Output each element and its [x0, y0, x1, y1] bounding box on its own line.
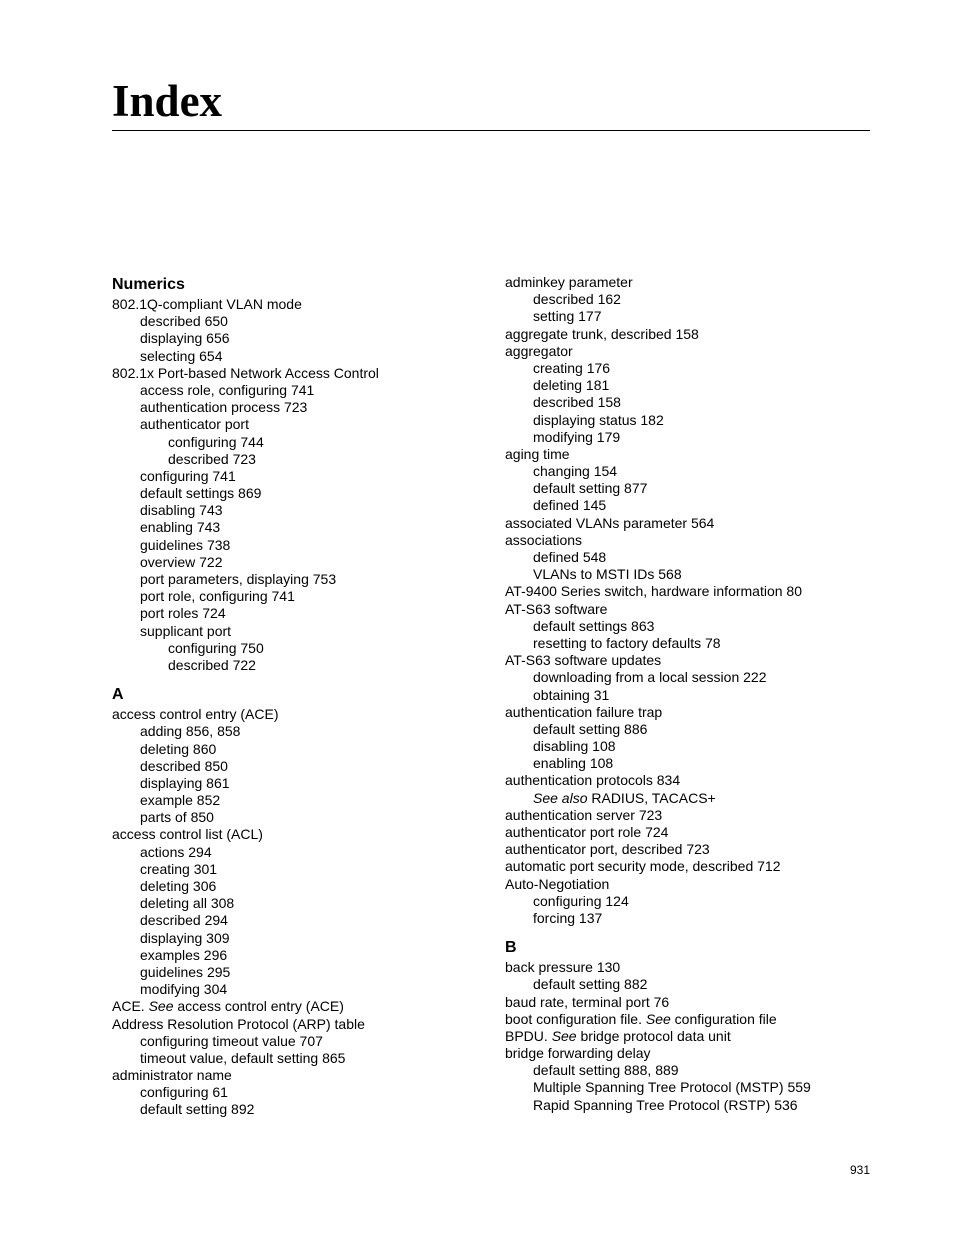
index-entry: AT-9400 Series switch, hardware information 80: [505, 583, 802, 600]
section-gap: [505, 927, 905, 937]
index-entry-cross-reference: [112, 998, 492, 1015]
index-entry: baud rate, terminal port 76: [505, 993, 670, 1010]
index-subentry: changing 154: [533, 463, 618, 480]
index-subentry: described 650: [140, 313, 228, 330]
index-entry: aggregator: [505, 342, 573, 359]
index-subsubentry: described 722: [168, 656, 256, 673]
index-entry: aggregate trunk, described 158: [505, 325, 699, 342]
index-entry: Auto-Negotiation: [505, 875, 610, 892]
index-subentry: Rapid Spanning Tree Protocol (RSTP) 536: [533, 1096, 798, 1113]
index-entry: AT-S63 software: [505, 600, 608, 617]
index-entry: associations: [505, 531, 583, 548]
page-title: Index: [112, 76, 223, 126]
index-subentry: configuring 61: [140, 1084, 228, 1101]
index-entry: access control list (ACL): [112, 826, 263, 843]
index-entry: authentication protocols 834: [505, 772, 681, 789]
index-subentry: default setting 877: [533, 480, 648, 497]
index-subentry: configuring 124: [533, 892, 629, 909]
entry-text: access control entry (ACE): [173, 998, 344, 1015]
index-subentry: default setting 882: [533, 976, 648, 993]
index-subsubentry: described 723: [168, 450, 256, 467]
entry-text: boot configuration file.: [505, 1010, 646, 1027]
index-subentry: defined 548: [533, 549, 607, 565]
index-subentry: enabling 743: [140, 519, 221, 536]
index-subentry: displaying 656: [140, 330, 230, 347]
index-entry: authenticator port, described 723: [505, 841, 710, 858]
index-entry: AT-S63 software updates: [505, 652, 662, 669]
index-subentry: authentication process 723: [140, 399, 308, 416]
index-subentry: overview 722: [140, 553, 223, 570]
index-subentry: access role, configuring 741: [140, 381, 315, 398]
index-entry: 802.1Q-compliant VLAN mode: [112, 296, 302, 312]
index-subentry: parts of 850: [140, 809, 214, 826]
index-column-right: [505, 274, 905, 1114]
index-subentry: described 850: [140, 757, 228, 774]
index-subentry: actions 294: [140, 843, 212, 860]
index-entry: administrator name: [112, 1067, 232, 1084]
index-entry: bridge forwarding delay: [505, 1045, 651, 1062]
index-subentry: port role, configuring 741: [140, 588, 295, 605]
index-subentry: disabling 743: [140, 502, 223, 519]
index-subentry: forcing 137: [533, 909, 603, 926]
index-subentry: modifying 179: [533, 428, 621, 445]
index-subentry: default setting 892: [140, 1101, 255, 1118]
index-subentry: deleting 306: [140, 878, 217, 894]
index-subentry: guidelines 295: [140, 963, 231, 980]
page-number: 931: [849, 1163, 870, 1177]
index-subentry: guidelines 738: [140, 536, 231, 553]
section-heading-numerics: Numerics: [112, 276, 185, 293]
index-subentry: deleting 860: [140, 740, 217, 757]
index-subentry: resetting to factory defaults 78: [533, 634, 721, 651]
index-entry: adminkey parameter: [505, 274, 633, 290]
index-subentry: creating 301: [140, 860, 218, 877]
index-subentry: default settings 869: [140, 485, 262, 502]
index-subentry: displaying 309: [140, 929, 230, 946]
index-subentry: displaying status 182: [533, 411, 664, 428]
index-entry: back pressure 130: [505, 959, 621, 976]
index-subentry: VLANs to MSTI IDs 568: [533, 566, 682, 583]
index-subentry: displaying 861: [140, 774, 230, 791]
index-subsubentry: configuring 750: [168, 639, 264, 656]
entry-text: ACE.: [112, 998, 149, 1015]
index-entry: authentication failure trap: [505, 703, 663, 720]
index-entry: aging time: [505, 445, 570, 462]
index-subentry: described 158: [533, 394, 621, 411]
index-entry: associated VLANs parameter 564: [505, 514, 715, 531]
index-subentry: deleting 181: [533, 377, 610, 394]
index-entry-cross-reference: [505, 1011, 905, 1028]
index-subentry: adding 856, 858: [140, 723, 241, 740]
title-rule: [112, 130, 870, 131]
index-entry: authentication server 723: [505, 806, 663, 823]
index-subentry: port parameters, displaying 753: [140, 571, 337, 587]
index-subentry: described 162: [533, 291, 621, 308]
index-entry-cross-reference: [505, 1028, 905, 1045]
see-reference: See: [148, 998, 174, 1015]
see-also-reference: See also: [533, 789, 588, 806]
index-subentry: deleting all 308: [140, 895, 235, 912]
index-subentry: defined 145: [533, 497, 607, 514]
index-subentry: described 294: [140, 912, 228, 929]
index-entry: authenticator port role 724: [505, 824, 669, 840]
index-subentry: examples 296: [140, 946, 228, 963]
index-subentry: authenticator port: [140, 416, 249, 433]
index-subentry: creating 176: [533, 359, 611, 376]
see-reference: See: [551, 1027, 577, 1044]
index-subentry: default setting 886: [533, 720, 648, 737]
index-subentry: default setting 888, 889: [533, 1062, 679, 1079]
index-subentry-cross-reference: [505, 790, 905, 807]
index-subentry: port roles 724: [140, 605, 226, 622]
index-subentry: downloading from a local session 222: [533, 669, 767, 686]
index-subentry: modifying 304: [140, 981, 228, 998]
index-entry: Address Resolution Protocol (ARP) table: [112, 1015, 365, 1032]
index-subentry: selecting 654: [140, 347, 223, 364]
index-subentry: obtaining 31: [533, 686, 610, 703]
entry-text: configuration file: [670, 1010, 777, 1027]
index-subentry: default settings 863: [533, 617, 655, 634]
entry-text: bridge protocol data unit: [576, 1027, 731, 1044]
index-subentry: configuring 741: [140, 467, 236, 484]
index-subentry: setting 177: [533, 308, 602, 325]
entry-text: BPDU.: [505, 1027, 552, 1044]
index-entry: access control entry (ACE): [112, 706, 279, 723]
index-entry: automatic port security mode, described 712: [505, 858, 781, 875]
index-subentry: timeout value, default setting 865: [140, 1049, 346, 1066]
index-subentry: configuring timeout value 707: [140, 1032, 323, 1049]
index-subsubentry: configuring 744: [168, 433, 264, 450]
see-reference: See: [645, 1010, 671, 1027]
index-subentry: disabling 108: [533, 738, 616, 755]
index-subentry: example 852: [140, 792, 221, 809]
entry-text: RADIUS, TACACS+: [587, 789, 716, 806]
index-entry: 802.1x Port-based Network Access Control: [112, 364, 379, 381]
section-heading-a: A: [112, 686, 124, 704]
index-subentry: Multiple Spanning Tree Protocol (MSTP) 559: [533, 1079, 811, 1096]
section-gap: [112, 674, 492, 684]
section-heading-b: B: [505, 939, 517, 957]
index-subentry: supplicant port: [140, 622, 232, 639]
index-subentry: enabling 108: [533, 755, 614, 772]
index-column-left: [112, 274, 492, 1119]
